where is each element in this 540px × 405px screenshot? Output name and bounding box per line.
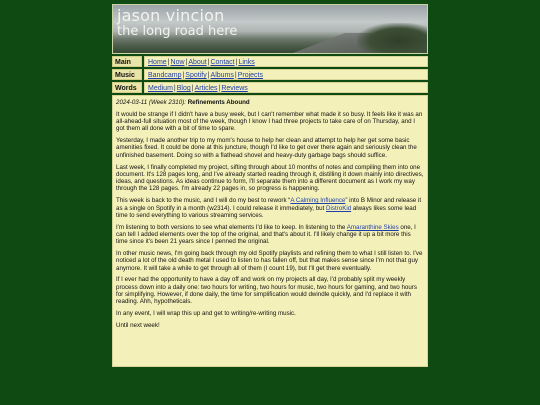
nav-link-articles[interactable]: Articles bbox=[194, 85, 218, 92]
nav-separator: | bbox=[173, 85, 176, 92]
blog-post bbox=[112, 95, 428, 367]
post-text: one, I can tell I added elements over the top of the original, and that's about it. I'll likely change it up a bit more this time since it's been 21 years since I penned the original. bbox=[116, 223, 416, 246]
nav-link-reviews[interactable]: Reviews bbox=[221, 85, 248, 92]
post-text: I'm listening to both versions to see what elements I'd like to keep. In listening to the bbox=[116, 223, 347, 231]
post-paragraph bbox=[116, 197, 424, 219]
post-text: ” into B Minor and release it as a single on Spotify in a month (w2314). I could release it immediately, but bbox=[116, 197, 422, 212]
nav-link-links[interactable]: Links bbox=[238, 59, 255, 66]
nav-link-spotify[interactable]: Spotify bbox=[185, 72, 207, 79]
nav-link-albums[interactable]: Albums bbox=[210, 72, 234, 79]
nav-separator: | bbox=[182, 72, 185, 79]
nav-links-words bbox=[144, 82, 428, 93]
nav-separator: | bbox=[207, 59, 210, 66]
post-paragraph bbox=[116, 224, 424, 246]
song-link-a-calming-influence[interactable]: A Calming Influence bbox=[290, 197, 346, 205]
header-banner bbox=[112, 4, 428, 54]
post-paragraph: In any event, I will wrap this up and get to writing/re-writing music. bbox=[116, 310, 296, 318]
nav-label-music: Music bbox=[112, 69, 142, 80]
nav-link-bandcamp[interactable]: Bandcamp bbox=[148, 72, 182, 79]
nav-link-medium[interactable]: Medium bbox=[148, 85, 173, 92]
nav-separator: | bbox=[191, 85, 194, 92]
banner-trees-image bbox=[357, 23, 427, 53]
site-title[interactable]: jason vincion bbox=[117, 6, 225, 25]
nav-link-now[interactable]: Now bbox=[170, 59, 185, 66]
nav-links-main bbox=[144, 56, 428, 67]
nav-row-main bbox=[112, 56, 428, 67]
album-link-amaranthine-skies[interactable]: Amaranthine Skies bbox=[346, 223, 399, 231]
distrokid-link[interactable]: DistroKid bbox=[326, 204, 352, 212]
site-subtitle: the long road here bbox=[117, 24, 238, 39]
post-title: Refinements Abound bbox=[187, 99, 250, 106]
nav-separator: | bbox=[207, 72, 210, 79]
nav-label-words: Words bbox=[112, 82, 142, 93]
nav-links-music bbox=[144, 69, 428, 80]
post-paragraph: It would be strange if I didn't have a busy week, but I can't remember what made it so busy. It feels like it was an all-ahead-full situation most of the week, though I know I had three projects to take care of on Thursday, and I got them all done with a bit of time to spare. bbox=[116, 110, 423, 133]
post-paragraph: In other music news, I'm going back through my old Spotify playlists and refining them to what I still listen to. I've noticed a lot of the old death metal I used to listen to has fallen off, but that makes sense since I'm not that guy anymore. It will take a while to get through all of them (I count 19), but I'll get there eventually. bbox=[116, 250, 423, 272]
post-paragraph: Until next week! bbox=[116, 321, 160, 329]
nav-separator: | bbox=[234, 72, 237, 79]
nav-link-projects[interactable]: Projects bbox=[237, 72, 263, 79]
nav-separator: | bbox=[167, 59, 170, 66]
post-paragraph: Yesterday, I made another trip to my mom's house to help her clean and attempt to help her get some basic amenities fixed. It could be done at this juncture, though I'd like to get over there again and seriously clean the unfinished basement. Doing so with a flathead shovel and heavy-duty garbage bags should suffice. bbox=[116, 137, 417, 159]
nav-link-blog[interactable]: Blog bbox=[176, 85, 191, 92]
nav-row-words bbox=[112, 82, 428, 93]
post-paragraph: Last week, I finally completed my project, sifting through about 10 months of notes and compiling them into one document. It's 128 pages long, and I've already started reading through it, distilling it down mainly into directives, ideas, and questions. As ideas continue to form, I'll separate them into a different document as I work my way through the 128 pages. I'm already 22 pages in, so progress is happening. bbox=[116, 163, 424, 193]
nav-row-music bbox=[112, 69, 428, 80]
nav-label-main: Main bbox=[112, 56, 142, 67]
post-text: This week is back to the music, and I will do my best to rework “ bbox=[116, 197, 291, 205]
post-header bbox=[116, 99, 424, 106]
nav-separator: | bbox=[218, 85, 221, 92]
nav-link-contact[interactable]: Contact bbox=[210, 59, 235, 66]
nav-separator: | bbox=[235, 59, 238, 66]
nav-link-about[interactable]: About bbox=[188, 59, 207, 66]
post-paragraph: If I ever had the opportunity to have a day off and work on my projects all day, I'd probably split my weekly process down into a daily one: two hours for writing, two hours for music, two hours for gaming, and two hours for simplifying. However, if done daily, the time for simplification would dwindle quickly, and I'd replace it with reading. Ahh, hypotheticals. bbox=[116, 276, 417, 306]
nav-link-home[interactable]: Home bbox=[148, 59, 167, 66]
nav-separator: | bbox=[185, 59, 188, 66]
post-date: 2024-03-11 (Week 2310): bbox=[116, 99, 186, 106]
post-text: always likes some lead time to send everything to various streaming services. bbox=[116, 204, 417, 219]
page-container bbox=[112, 4, 428, 367]
